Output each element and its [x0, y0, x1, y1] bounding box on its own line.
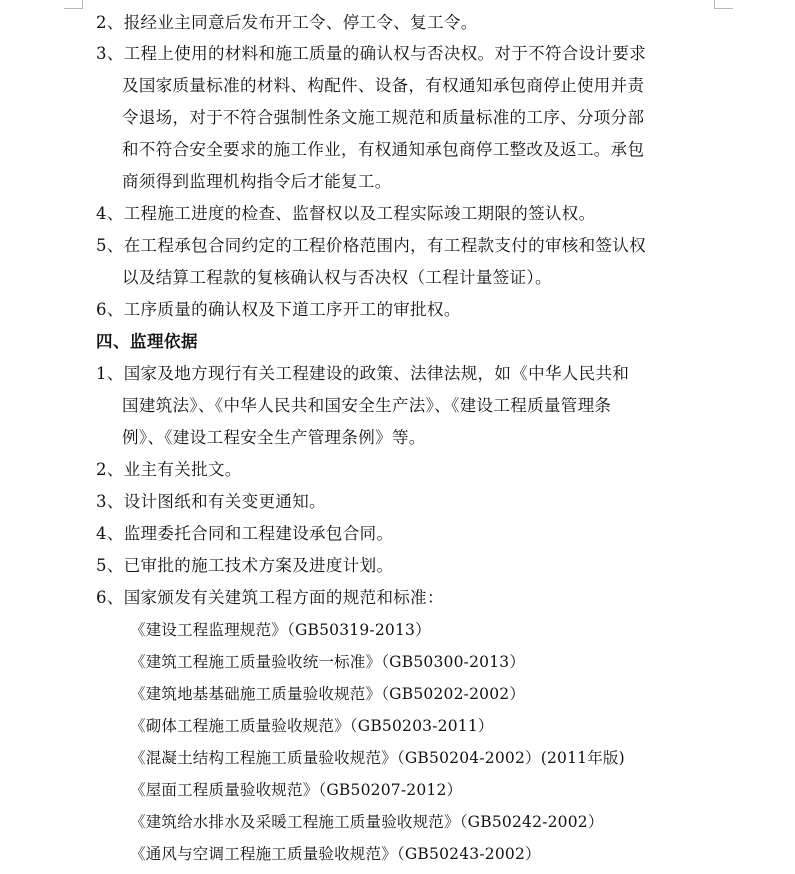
standard-gb50207: 《屋面工程质量验收规范》（GB50207-2012） [130, 781, 463, 799]
standard-gb50203: 《砌体工程施工质量验收规范》（GB50203-2011） [130, 717, 494, 735]
basis-2-line: 2、业主有关批文。 [96, 460, 242, 479]
item-3-line-4: 和不符合安全要求的施工作业，有权通知承包商停工整改及返工。承包 [122, 140, 645, 159]
item-2-line: 2、报经业主同意后发布开工令、停工令、复工令。 [96, 13, 478, 32]
item-5-line-1: 5、在工程承包合同约定的工程价格范围内，有工程款支付的审核和签认权 [96, 236, 647, 255]
item-3-line-2: 及国家质量标准的材料、构配件、设备，有权通知承包商停止使用并责 [122, 76, 645, 95]
basis-1-line-1: 1、国家及地方现行有关工程建设的政策、法律法规，如《中华人民共和 [96, 364, 630, 383]
standard-gb50319: 《建设工程监理规范》（GB50319-2013） [130, 621, 431, 639]
standard-gb50204: 《混凝土结构工程施工质量验收规范》（GB50204-2002）(2011年版) [130, 749, 625, 767]
item-3-line-1: 3、工程上使用的材料和施工质量的确认权与否决权。对于不符合设计要求 [96, 44, 647, 63]
standard-gb50243: 《通风与空调工程施工质量验收规范》（GB50243-2002） [130, 845, 541, 863]
basis-1-line-2: 国建筑法》、《中华人民共和国安全生产法》、《建设工程质量管理条 [122, 396, 612, 415]
page-corner-mark-left [64, 0, 83, 9]
standard-gb50300: 《建筑工程施工质量验收统一标准》（GB50300-2013） [130, 653, 526, 671]
standard-gb50202: 《建筑地基基础施工质量验收规范》（GB50202-2002） [130, 685, 526, 703]
item-4-line: 4、工程施工进度的检查、监督权以及工程实际竣工期限的签认权。 [96, 204, 596, 223]
section-heading-supervision-basis: 四、监理依据 [96, 332, 198, 351]
basis-6-line: 6、国家颁发有关建筑工程方面的规范和标准： [96, 588, 444, 607]
basis-1-line-3: 例》、《建设工程安全生产管理条例》等。 [122, 428, 426, 447]
item-3-line-5: 商须得到监理机构指令后才能复工。 [122, 172, 392, 191]
page-corner-mark-right [714, 0, 733, 9]
item-6-line: 6、工序质量的确认权及下道工序开工的审批权。 [96, 300, 461, 319]
standard-gb50242: 《建筑给水排水及采暖工程施工质量验收规范》（GB50242-2002） [130, 813, 604, 831]
basis-5-line: 5、已审批的施工技术方案及进度计划。 [96, 556, 394, 575]
item-5-line-2: 以及结算工程款的复核确认权与否决权（工程计量签证）。 [122, 268, 552, 287]
basis-4-line: 4、监理委托合同和工程建设承包合同。 [96, 524, 394, 543]
item-3-line-3: 令退场，对于不符合强制性条文施工规范和质量标准的工序、分项分部 [122, 108, 645, 127]
basis-3-line: 3、设计图纸和有关变更通知。 [96, 492, 326, 511]
